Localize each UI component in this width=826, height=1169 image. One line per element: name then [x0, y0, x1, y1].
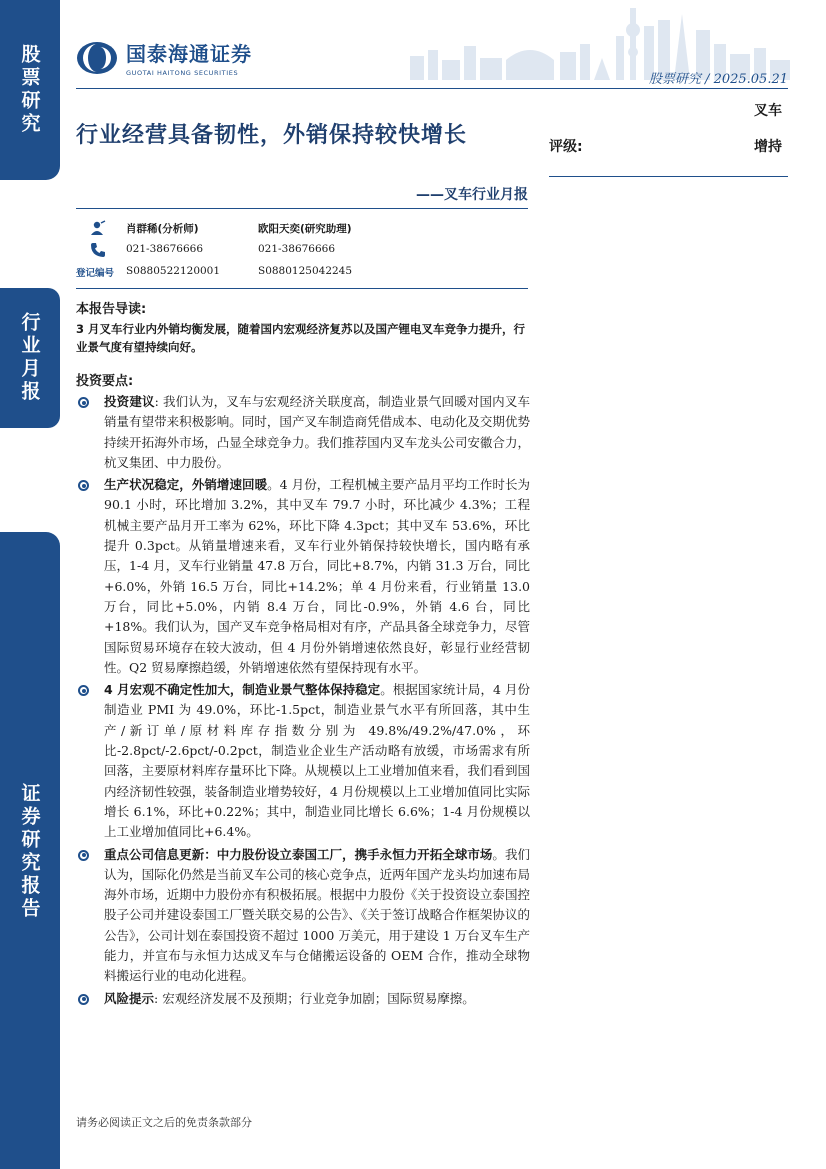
key-point-lead: 4 月宏观不确定性加大，制造业景气整体保持稳定: [104, 682, 381, 698]
side-tab-industry-monthly: 行业月报: [0, 288, 60, 428]
analyst-phone-2: 021-38676666: [258, 243, 336, 255]
logo-mark-icon: [76, 41, 118, 75]
analyst-name-row: [76, 218, 528, 240]
key-point-lead: 生产状况稳定，外销增速回暖: [104, 477, 268, 493]
key-point: [76, 475, 530, 678]
bullet-icon: [78, 685, 89, 696]
report-subtitle: ——叉车行业月报: [416, 187, 528, 203]
header-divider: [76, 88, 788, 89]
title-divider: [76, 208, 528, 209]
key-point: [76, 680, 530, 842]
report-type-and-date: 股票研究 / 2025.05.21: [648, 72, 788, 87]
guide-text: 3 月叉车行业内外销均衡发展，随着国内宏观经济复苏以及国产锂电叉车竞争力提升，行业景气度有望持续向好。: [76, 322, 526, 354]
analyst-name-1: 肖群稀(分析师): [126, 223, 199, 235]
report-title: 行业经营具备韧性，外销保持较快增长: [76, 123, 468, 148]
analyst-info: [76, 218, 528, 284]
disclaimer-footer: 请务必阅读正文之后的免责条款部分: [76, 1116, 252, 1129]
bullet-icon: [78, 850, 89, 861]
registration-label: 登记编号: [76, 268, 115, 279]
bullet-icon: [78, 480, 89, 491]
rating-divider: [549, 176, 788, 177]
key-point-body: 。我们认为，国际化仍然是当前叉车公司的核心竞争点，近两年国产龙头均加速布局海外市场，近期中力股份亦有积极拓展。根据中力股份《关于投资设立泰国控股子公司并建设泰国工厂暨关联交易的公告》、《关于签订战略合作框架协议的公告》，公司计划在泰国投资不超过 1000 万美元，用于建设 1 万台叉车生产能力，并宣布与永恒力达成叉车与仓储搬运设备的 OEM 合作，推动全球物料搬运行业的电动化进程。: [104, 846, 530, 984]
key-point: [76, 845, 530, 987]
registration-number-1: S0880522120001: [126, 265, 221, 277]
guide-heading: 本报告导读:: [76, 302, 147, 317]
key-points-list: [76, 392, 530, 1011]
key-point-body: 。根据国家统计局，4 月份制造业 PMI 为 49.0%，环比-1.5pct，制造业景气水平有所回落，其中生产/新订单/原材料库存指数分别为 49.8%/49.2%/47.0%，环比-2.8pct/-2.6pct/-0.2pct，制造业企业生产活动略有放缓，市场需求有所回落，主要原材料库存量环比下降。从规模以上工业增加值来看，我们看到国内经济韧性较强，装备制造业增势较好，4 月份规模以上工业增加值同比实际增长 6.1%，环比+0.22%；其中，制造业同比增长 6.6%；1-4 月份规模以上工业增加值同比+6.4%。: [104, 682, 530, 840]
key-point-body: : 我们认为，叉车与宏观经济关联度高，制造业景气回暖对国内叉车销量有望带来积极影响。同时，国产叉车制造商凭借成本、电动化及交期优势持续开拓海外市场，凸显全球竞争力。我们推荐国内叉车龙头公司安徽合力，杭叉集团、中力股份。: [104, 394, 530, 470]
bullet-icon: [78, 397, 89, 408]
company-logo: [76, 38, 252, 77]
analyst-phone-row: [76, 240, 528, 262]
side-tab-stock-research: 股票研究: [0, 0, 60, 180]
rating-label: 评级:: [549, 139, 583, 155]
person-pen-icon: [90, 220, 106, 236]
key-points-heading: 投资要点:: [76, 374, 134, 389]
key-point: [76, 989, 530, 1009]
bullet-icon: [78, 994, 89, 1005]
phone-icon: [90, 242, 106, 258]
key-point-body: 。4 月份，工程机械主要产品月平均工作时长为 90.1 小时，环比增加 3.2%，其中叉车 79.7 小时，环比减少 4.3%；工程机械主要产品月开工率为 62%，环比下降 4.3pct；其中叉车 53.6%，环比提升 0.3pct。从销量增速来看，叉车行业外销保持较快增长，国内略有承压，1-4 月，叉车行业销量 47.8 万台，同比+8.7%，内销 31.3 万台，同比+6.0%，外销 16.5 万台，同比+14.2%；单 4 月份来看，行业销量 13.0 万台，同比+5.0%，内销 8.4 万台，同比-0.9%，外销 4.6 台，同比+18%。我们认为，国产叉车竞争格局相对有序，产品具备全球竞争力，尽管国际贸易环境存在较大波动，但 4 月份外销增速依然良好，彰显行业经营韧性。Q2 贸易摩擦趋缓，外销增速依然有望保持现有水平。: [104, 477, 530, 675]
analyst-phone-1: 021-38676666: [126, 243, 204, 255]
key-point: [76, 392, 530, 473]
analyst-divider: [76, 288, 528, 289]
registration-number-2: S0880125042245: [258, 265, 353, 277]
analyst-registration-row: [76, 262, 528, 284]
rating-value: 增持: [754, 139, 782, 155]
key-point-lead: 风险提示: [104, 990, 155, 1006]
logo-name-cn: 国泰海通证券: [126, 42, 252, 66]
key-point-body: : 宏观经济发展不及预期；行业竞争加剧；国际贸易摩擦。: [154, 990, 475, 1006]
key-point-lead: 投资建议: [104, 394, 155, 409]
analyst-name-2: 欧阳天奕(研究助理): [258, 223, 352, 235]
key-point-lead: 重点公司信息更新：中力股份设立泰国工厂，携手永恒力开拓全球市场: [104, 846, 493, 862]
industry-name: 叉车: [754, 103, 782, 119]
logo-name-en: GUOTAI HAITONG SECURITIES: [126, 69, 239, 77]
side-tab-securities-report: 证券研究报告: [0, 532, 60, 1169]
